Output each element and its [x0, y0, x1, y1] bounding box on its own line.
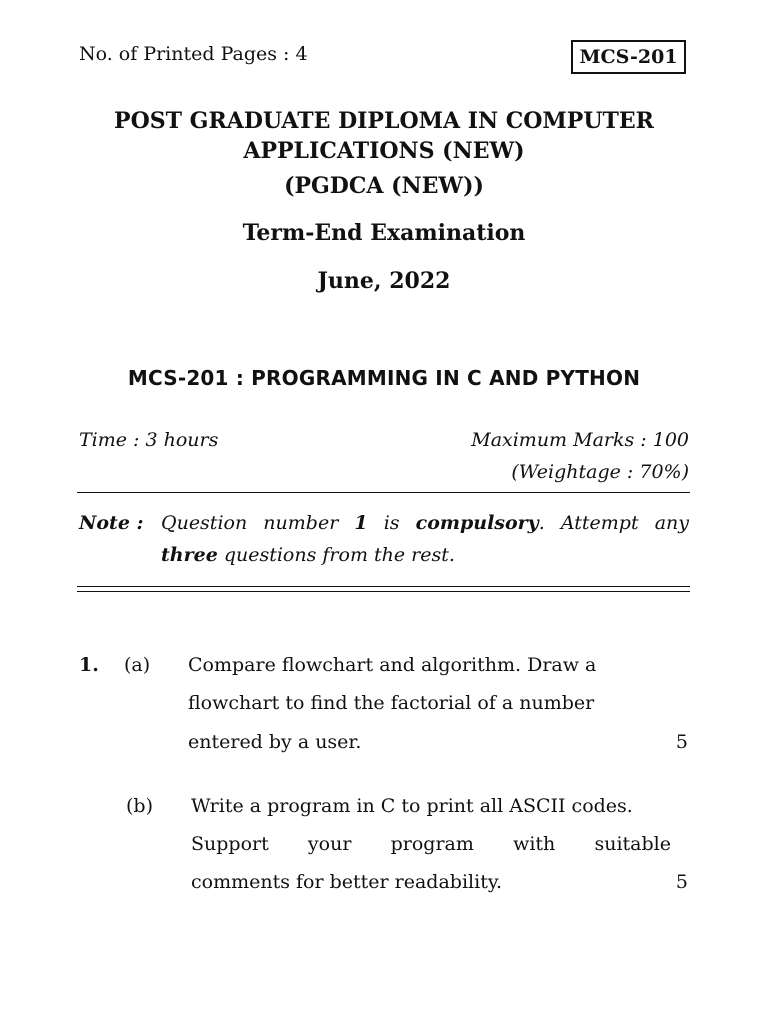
- paper-code-box: [571, 40, 686, 74]
- double-divider-bottom: [77, 591, 690, 592]
- part-b-label: (b): [126, 795, 153, 817]
- part-b-line3: comments for better readability.: [191, 871, 503, 893]
- part-b-marks: 5: [675, 871, 688, 893]
- note-question-number: 1: [354, 512, 368, 534]
- note-text-part: Question number: [161, 512, 355, 534]
- part-b-line2: Support your program with suitable: [191, 833, 671, 855]
- note-label: Note :: [79, 512, 144, 534]
- part-a-line2: flowchart to find the factorial of a number: [188, 692, 595, 714]
- question-number: 1.: [79, 654, 99, 676]
- maximum-marks: Maximum Marks : 100: [471, 429, 689, 451]
- course-title: MCS-201 : PROGRAMMING IN C AND PYTHON: [127, 366, 641, 390]
- programme-title-line2: APPLICATIONS (NEW): [243, 138, 525, 164]
- note-text-part: questions from the rest.: [217, 544, 455, 566]
- part-a-line3: entered by a user.: [188, 731, 362, 753]
- part-a-label: (a): [124, 654, 151, 676]
- exam-name: Term-End Examination: [242, 220, 526, 246]
- exam-date: June, 2022: [317, 268, 451, 294]
- note-text-line1: [161, 512, 689, 534]
- exam-duration: Time : 3 hours: [79, 429, 219, 451]
- part-b-line1: Write a program in C to print all ASCII codes.: [191, 795, 633, 817]
- programme-title-line1: POST GRADUATE DIPLOMA IN COMPUTER: [114, 108, 654, 134]
- printed-pages-count: No. of Printed Pages : 4: [79, 43, 308, 65]
- note-text-part: . Attempt any: [538, 512, 689, 534]
- note-three: three: [161, 544, 218, 566]
- part-a-marks: 5: [675, 731, 688, 753]
- note-compulsory: compulsory: [415, 512, 539, 534]
- note-text-part: is: [367, 512, 416, 534]
- divider-line: [77, 492, 690, 493]
- note-text-line2: [161, 544, 455, 566]
- paper-code: MCS-201: [579, 46, 678, 68]
- weightage: (Weightage : 70%): [511, 461, 689, 483]
- programme-abbreviation: (PGDCA (NEW)): [284, 173, 484, 199]
- part-a-line1: Compare flowchart and algorithm. Draw a: [188, 654, 597, 676]
- double-divider-top: [77, 586, 690, 587]
